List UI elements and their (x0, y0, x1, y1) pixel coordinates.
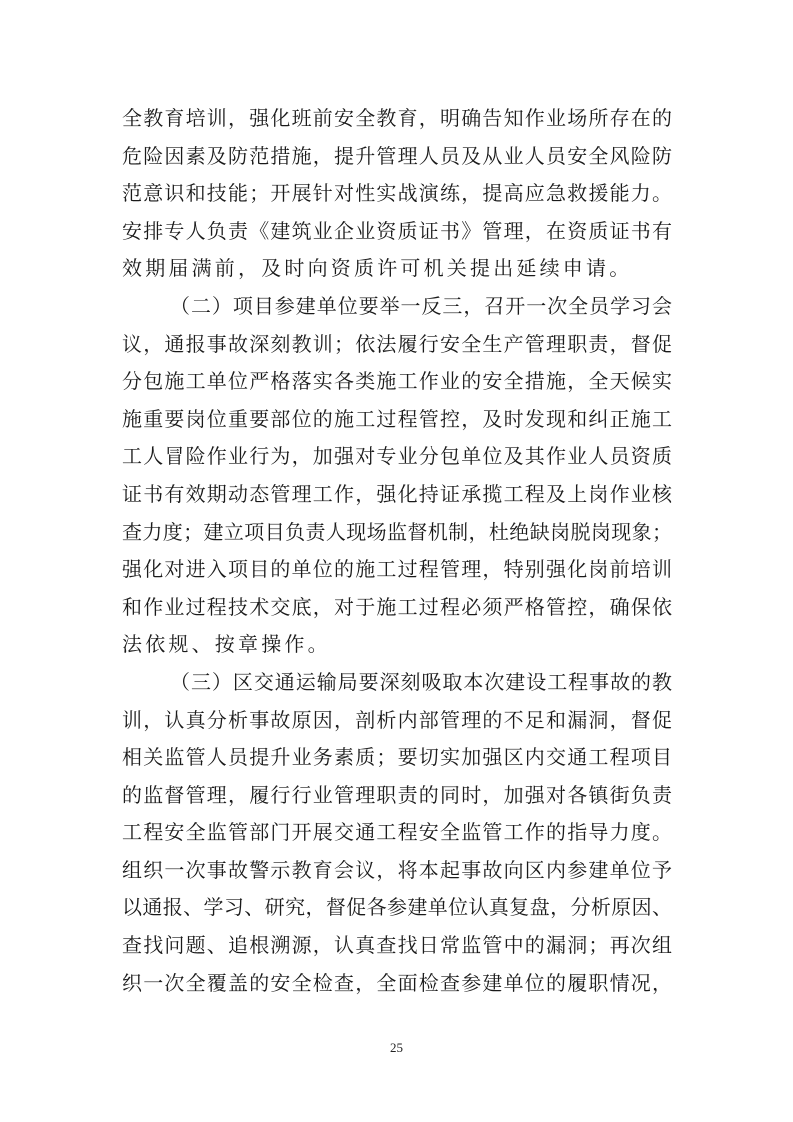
text-line: 工人冒险作业行为，加强对专业分包单位及其作业人员资质 (122, 444, 672, 469)
text-line: 法依规、按章操作。 (122, 632, 331, 657)
text-line: 的监督管理，履行行业管理职责的同时，加强对各镇街负责 (122, 782, 672, 807)
text-line: 组织一次事故警示教育会议，将本起事故向区内参建单位予 (122, 857, 672, 882)
text-line: 分包施工单位严格落实各类施工作业的安全措施，全天候实 (122, 369, 672, 394)
text-line: 以通报、学习、研究，督促各参建单位认真复盘，分析原因、 (122, 895, 672, 920)
text-line: 查找问题、追根溯源，认真查找日常监管中的漏洞；再次组 (122, 933, 672, 958)
text-line: 织一次全覆盖的安全检查，全面检查参建单位的履职情况， (122, 970, 672, 995)
text-line: 证书有效期动态管理工作，强化持证承揽工程及上岗作业核 (122, 481, 672, 506)
text-line: 范意识和技能；开展针对性实战演练，提高应急救援能力。 (122, 181, 672, 206)
body-text (122, 100, 672, 1002)
text-line: 效期届满前，及时向资质许可机关提出延续申请。 (122, 256, 633, 281)
text-line: 安排专人负责《建筑业企业资质证书》管理，在资质证书有 (122, 218, 672, 243)
text-line: 训，认真分析事故原因，剖析内部管理的不足和漏洞，督促 (122, 707, 672, 732)
text-line: 查力度；建立项目负责人现场监督机制，杜绝缺岗脱岗现象； (122, 519, 672, 544)
paragraph-3-first-line: （三）区交通运输局要深刻吸取本次建设工程事故的教 (170, 669, 672, 694)
paragraph-2-first-line: （二）项目参建单位要举一反三，召开一次全员学习会 (170, 293, 672, 318)
text-line: 危险因素及防范措施，提升管理人员及从业人员安全风险防 (122, 143, 672, 168)
text-line: 施重要岗位重要部位的施工过程管控，及时发现和纠正施工 (122, 406, 672, 431)
page-number: 25 (390, 1040, 403, 1055)
text-line: 工程安全监管部门开展交通工程安全监管工作的指导力度。 (122, 820, 672, 845)
text-line: 议，通报事故深刻教训；依法履行安全生产管理职责，督促 (122, 331, 672, 356)
text-line: 和作业过程技术交底，对于施工过程必须严格管控，确保依 (122, 594, 672, 619)
text-line: 全教育培训，强化班前安全教育，明确告知作业场所存在的 (122, 106, 672, 130)
text-line: 强化对进入项目的单位的施工过程管理，特别强化岗前培训 (122, 557, 672, 582)
text-line: 相关监管人员提升业务素质；要切实加强区内交通工程项目 (122, 745, 672, 770)
